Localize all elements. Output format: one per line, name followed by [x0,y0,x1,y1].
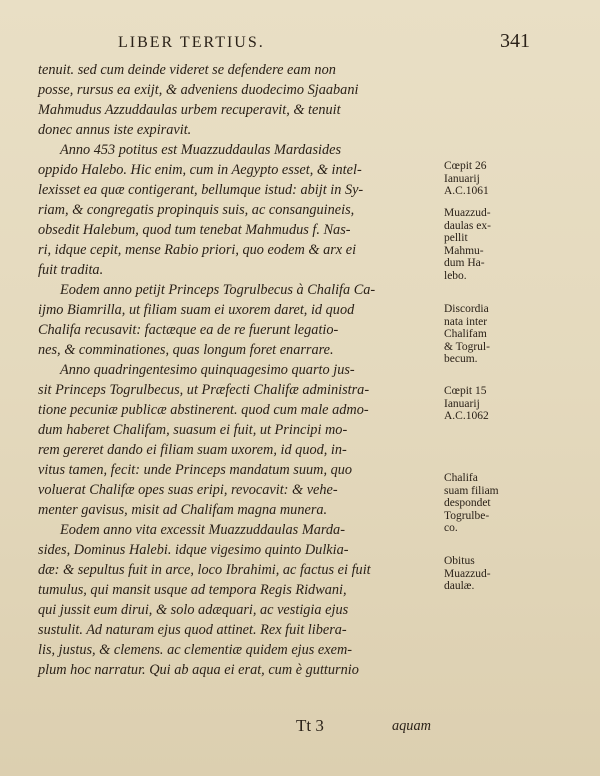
margin-note [444,303,594,366]
margin-note-line: despondet [444,497,491,509]
margin-note [444,555,594,593]
margin-note-line: & Togrul- [444,340,490,353]
margin-note-line: Mahmu- [444,244,484,257]
text-line: Eodem anno petijt Princeps Togrulbecus à Chalifa Ca- [60,282,376,298]
text-line: riam, & congregatis propinquis suis, ac consanguineis, [38,202,355,218]
margin-note-line: Cœpit 26 [444,160,487,172]
margin-note-line: A.C.1062 [444,410,489,422]
margin-note-line: suam filiam [444,484,499,497]
text-line: Anno 453 potitus est Muazzuddaulas Mardasides [60,142,342,158]
text-line: sit Princeps Togrulbecus, ut Præfecti Chalifæ administra- [38,382,370,398]
text-line: rem gereret dando ei filiam suam uxorem, id quod, in- [38,442,347,458]
margin-note-line: Togrulbe- [444,509,490,522]
margin-note [444,472,594,535]
signature-mark: Tt 3 [296,716,324,735]
text-line: posse, rursus ea exijt, & adveniens duodecimo Sjaabani [38,82,359,98]
margin-note-line: dum Ha- [444,257,485,269]
margin-note-line: nata inter [444,315,488,328]
text-line: lis, justus, & clemens. ac clementiæ quidem ejus exem- [38,642,353,658]
text-line: menter gavisus, misit ad Chalifam magna munera. [38,502,328,518]
margin-note [444,160,594,198]
margin-note-line: Discordia [444,303,489,315]
margin-note-line: Ianuarij [444,397,480,410]
text-line: dæ: & sepultus fuit in arce, loco Ibrahimi, ac factus ei fuit [38,562,371,578]
margin-note-line: Muazzud- [444,567,491,580]
text-line: obsedit Halebum, quod tum tenebat Mahmudus f. Nas- [38,222,351,238]
text-line: lexisset ea quæ contigerant, bellumque istud: abijt in Sy- [38,182,364,198]
text-line: fuit tradita. [38,262,104,278]
text-line: Mahmudus Azzuddaulas urbem recuperavit, & tenuit [38,102,341,118]
text-line: voluerat Chalifæ opes suas eripi, revocavit: & vehe- [38,482,338,498]
text-line: donec annus iste expiravit. [38,122,192,138]
margin-note-line: becum. [444,353,478,365]
margin-note-line: Ianuarij [444,172,480,185]
text-line: Chalifa recusavit: factæque ea de re fuerunt legatio- [38,322,339,338]
margin-note-line: A.C.1061 [444,185,489,197]
main-text-block [38,60,438,680]
margin-note-line: daulæ. [444,580,475,592]
text-line: qui jussit eum dirui, & solo adæquari, ac vestigia ejus [38,602,349,618]
text-line: Eodem anno vita excessit Muazzuddaulas Marda- [60,522,345,538]
margin-note-line: Muazzud- [444,207,491,219]
text-line: dum haberet Chalifam, suasum ei fuit, ut Principi mo- [38,422,348,438]
margin-note-line: Cœpit 15 [444,385,487,397]
text-line: tumulus, qui mansit usque ad tempora Regis Ridwani, [38,582,347,598]
text-line: sides, Dominus Halebi. idque vigesimo quinto Dulkia- [38,542,349,558]
text-line: tione pecuniæ publicæ abstinerent. quod cum male admo- [38,402,369,418]
text-line: ijmo Biamrilla, ut filiam suam ei uxorem daret, id quod [38,302,355,318]
running-title: LIBER TERTIUS. [118,34,265,51]
text-line: plum hoc narratur. Qui ab aqua ei erat, cum è gutturnio [38,662,359,678]
text-line: sustulit. Ad naturam ejus quod attinet. Rex fuit libera- [38,622,347,638]
page-number: 341 [500,30,530,52]
text-line: oppido Halebo. Hic enim, cum in Aegypto esset, & intel- [38,162,362,178]
margin-note-line: Obitus [444,555,475,567]
text-line: nes, & comminationes, quas longum foret enarrare. [38,342,334,358]
margin-note [444,385,594,423]
margin-note-line: Chalifam [444,328,487,340]
margin-note-line: daulas ex- [444,219,491,232]
margin-note [444,207,594,282]
text-line: tenuit. sed cum deinde videret se defendere eam non [38,62,336,78]
margin-note-line: pellit [444,232,468,244]
text-line: ri, idque cepit, mense Rabio priori, quo eodem & arx ei [38,242,357,258]
margin-note-line: lebo. [444,269,467,282]
catchword: aquam [392,718,431,734]
text-line: Anno quadringentesimo quinquagesimo quarto jus- [60,362,355,378]
text-line: vitus tamen, fecit: unde Princeps mandatum suum, quo [38,462,353,478]
margin-note-line: co. [444,522,458,534]
margin-note-line: Chalifa [444,472,478,484]
